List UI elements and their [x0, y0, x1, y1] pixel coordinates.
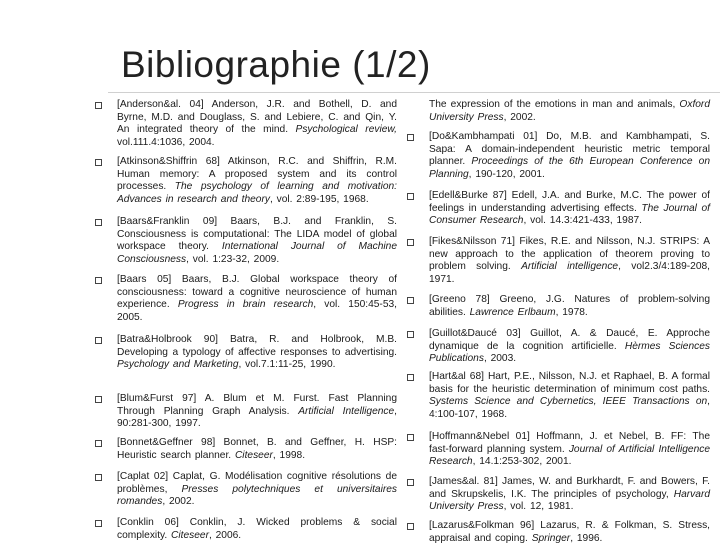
bullet-icon — [407, 523, 414, 530]
bullet-icon — [95, 337, 102, 344]
bullet-icon — [407, 434, 414, 441]
bullet-icon — [407, 134, 414, 141]
reference-entry: [Greeno 78] Greeno, J.G. Natures of problem-solving abilities. Lawrence Erlbaum, 1978. — [429, 294, 710, 318]
bullet-icon — [95, 102, 102, 109]
reference-entry: [Conklin 06] Conklin, J. Wicked problems & social complexity. Citeseer, 2006. — [117, 517, 397, 541]
reference-entry: [Do&Kambhampati 01] Do, M.B. and Kambhampati, S. Sapa: A domain-independent heuristic metric temporal planner. Proceedings of the 6th European Conference on Planning, 190-120, 2001. — [429, 131, 710, 180]
reference-entry: [Fikes&Nilsson 71] Fikes, R.E. and Nilsson, N.J. STRIPS: A new approach to the application of theorem proving to problem solving. Artificial intelligence, vol2.3/4:189-208, 1971. — [429, 236, 710, 285]
bullet-icon — [95, 277, 102, 284]
reference-entry: [Bonnet&Geffner 98] Bonnet, B. and Geffner, H. HSP: Heuristic search planner. Citeseer, 1998. — [117, 437, 397, 461]
bullet-icon — [407, 239, 414, 246]
bullet-icon — [407, 374, 414, 381]
bullet-icon — [95, 440, 102, 447]
bullet-icon — [95, 159, 102, 166]
reference-entry: [Blum&Furst 97] A. Blum et M. Furst. Fast Planning Through Planning Graph Analysis. Artificial Intelligence, 90:281-300, 1997. — [117, 393, 397, 430]
bullet-icon — [95, 219, 102, 226]
reference-entry: [Anderson&al. 04] Anderson, J.R. and Bothell, D. and Byrne, M.D. and Douglass, S. and Lebiere, C. and Qin, Y. An integrated theory of the mind. Psychological review, vol.111.4:1036, 2004. — [117, 99, 398, 148]
bullet-icon — [95, 396, 102, 403]
bullet-icon — [95, 520, 102, 527]
slide-title: Bibliographie (1/2) — [121, 44, 431, 85]
reference-entry: [Lazarus&Folkman 96] Lazarus, R. & Folkman, S. Stress, appraisal and coping. Springer, 1996. — [429, 520, 710, 544]
reference-entry: [Hart&al 68] Hart, P.E., Nilsson, N.J. et Raphael, B. A formal basis for the heuristic determination of minimum cost paths. Systems Science and Cybernetics, IEEE Transactions on, 4:100-107, 1968. — [429, 371, 710, 420]
title-divider — [108, 92, 720, 93]
reference-entry: [Guillot&Daucé 03] Guillot, A. & Daucé, E. Approche dynamique de la cognition artificielle. Hèrmes Sciences Publications, 2003. — [429, 328, 710, 365]
reference-entry: [Hoffmann&Nebel 01] Hoffmann, J. et Nebel, B. FF: The fast-forward planning system. Journal of Artificial Intelligence Research, 14.1:253-302, 2001. — [429, 431, 710, 468]
bullet-icon — [407, 331, 414, 338]
reference-entry: [James&al. 81] James, W. and Burkhardt, F. and Bowers, F. and Skrupskelis, I.K. The principles of psychology, Harvard University Press, vol. 12, 1981. — [429, 476, 710, 513]
bullet-icon — [95, 474, 102, 481]
reference-entry: [Baars 05] Baars, B.J. Global workspace theory of consciousness: toward a cognitive neuroscience of human experience. Progress in brain research, vol. 150:45-53, 2005. — [117, 274, 397, 323]
reference-entry: [Edell&Burke 87] Edell, J.A. and Burke, M.C. The power of feelings in understanding advertising effects. The Journal of Consumer Research, vol. 14.3:421-433, 1987. — [429, 190, 710, 227]
reference-entry: [Batra&Holbrook 90] Batra, R. and Holbrook, M.B. Developing a typology of affective responses to advertising. Psychology and Marketing, vol.7.1:11-25, 1990. — [117, 334, 397, 371]
reference-entry: [Atkinson&Shiffrin 68] Atkinson, R.C. and Shiffrin, R.M. Human memory: A proposed system and its control processes. The psychology of learning and motivation: Advances in research and theory, vol. 2:89-195, 1968. — [117, 156, 397, 205]
bullet-icon — [407, 479, 414, 486]
reference-entry: [Baars&Franklin 09] Baars, B.J. and Franklin, S. Consciousness is computational: The LIDA model of global workspace theory. International Journal of Machine Consciousness, vol. 1:23-32, 2009. — [117, 216, 397, 265]
bullet-icon — [407, 297, 414, 304]
reference-entry-continued: The expression of the emotions in man and animals, Oxford University Press, 2002. — [429, 99, 710, 123]
bullet-icon — [407, 193, 414, 200]
reference-entry: [Caplat 02] Caplat, G. Modélisation cognitive résolutions de problèmes, Presses polytechniques et universitaires romandes, 2002. — [117, 471, 397, 508]
